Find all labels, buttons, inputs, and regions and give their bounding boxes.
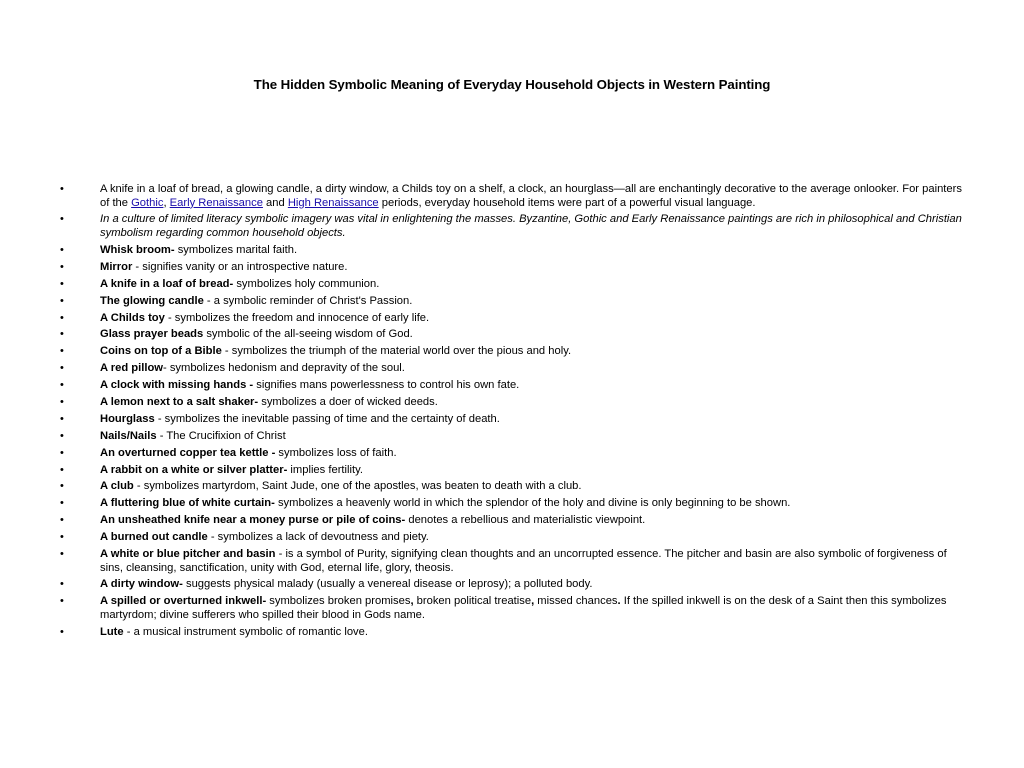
item-description: - The Crucifixion of Christ — [156, 429, 286, 442]
intro-text-start: A knife in a loaf of bread, a glowing candle, a dirty window, a Childs toy on a shelf, a clock, an hourglass—all are enchantingly decorative to the average onlooker. For painters of the — [100, 183, 962, 209]
list-item — [60, 464, 968, 478]
item-term: A knife in a loaf of bread- — [100, 277, 234, 290]
item-punctuation: , — [531, 595, 535, 608]
item-text — [100, 312, 429, 324]
item-description: - symbolizes the freedom and innocence of early life. — [164, 311, 430, 324]
item-description: implies fertility. — [287, 463, 363, 476]
page-title: The Hidden Symbolic Meaning of Everyday Household Objects in Western Painting — [253, 77, 771, 92]
list-item — [60, 362, 968, 376]
bullet-icon: • — [60, 183, 64, 195]
link-gothic[interactable]: Gothic — [131, 196, 164, 209]
item-term: Hourglass — [100, 412, 155, 425]
list-item-inkwell — [60, 595, 968, 622]
item-text — [100, 531, 429, 543]
item-text — [100, 379, 519, 391]
item-punctuation: . — [617, 595, 621, 608]
item-punctuation: , — [410, 595, 414, 608]
intro-separator: and — [262, 196, 288, 209]
item-term: Nails/Nails — [100, 429, 157, 442]
list-item — [60, 514, 968, 528]
item-description: - symbolizes hedonism and depravity of the soul. — [162, 362, 405, 375]
item-text — [100, 328, 413, 340]
item-description: denotes a rebellious and materialistic viewpoint. — [405, 514, 646, 527]
bullet-icon: • — [60, 345, 64, 358]
item-term: The glowing candle — [100, 294, 204, 307]
list-item — [60, 278, 968, 292]
list-item — [60, 447, 968, 461]
bullet-icon: • — [60, 497, 64, 510]
list-item — [60, 430, 968, 444]
intro-text — [100, 183, 962, 209]
item-text — [100, 244, 297, 256]
list-item — [60, 379, 968, 393]
item-description: - a symbolic reminder of Christ's Passion. — [203, 294, 413, 307]
item-term: A fluttering blue of white curtain- — [100, 497, 275, 510]
list-item — [60, 295, 968, 309]
bullet-icon: • — [60, 625, 64, 638]
bullet-icon: • — [60, 548, 64, 560]
bullet-icon: • — [60, 243, 64, 256]
list-item — [60, 480, 968, 494]
item-description: broken political treatise — [413, 595, 532, 608]
bullet-icon: • — [60, 463, 64, 476]
item-text — [100, 295, 412, 307]
list-item-note — [60, 213, 968, 240]
bullet-icon: • — [60, 480, 64, 493]
item-text — [100, 497, 790, 509]
item-text — [100, 595, 946, 621]
link-early-renaissance[interactable]: Early Renaissance — [169, 196, 263, 209]
bullet-icon: • — [60, 395, 64, 408]
item-description: - a musical instrument symbolic of romantic love. — [123, 625, 368, 638]
item-text — [100, 480, 582, 492]
list-item — [60, 531, 968, 545]
item-text — [100, 447, 397, 459]
item-description: - signifies vanity or an introspective nature. — [132, 260, 348, 273]
list-item — [60, 548, 968, 575]
item-text — [100, 548, 947, 574]
bullet-icon: • — [60, 294, 64, 307]
item-description: symbolizes marital faith. — [174, 243, 298, 256]
item-text — [100, 430, 286, 442]
list-item — [60, 396, 968, 410]
item-term: Glass prayer beads — [100, 328, 204, 341]
bullet-icon: • — [60, 514, 64, 527]
item-term: Lute — [100, 625, 124, 638]
item-term: An overturned copper tea kettle - — [100, 446, 276, 459]
item-description: symbolizes broken promises — [266, 595, 411, 608]
item-text — [100, 278, 379, 290]
bullet-icon: • — [60, 429, 64, 442]
item-term: A Childs toy — [100, 311, 165, 324]
item-description: - is a symbol of Purity, signifying clean thoughts and an uncorrupted essence. The pitcher and basin are also symbolic of forgiveness of sins, cleansing, sanctification, unity with God, eternal life, glory, theosis. — [100, 548, 947, 574]
item-description: signifies mans powerlessness to control his own fate. — [253, 379, 520, 392]
item-term: A club — [100, 480, 134, 493]
item-description: - symbolizes martyrdom, Saint Jude, one of the apostles, was beaten to death with a club. — [133, 480, 582, 493]
item-description: suggests physical malady (usually a venereal disease or leprosy); a polluted body. — [182, 578, 593, 591]
item-term: Coins on top of a Bible — [100, 345, 222, 358]
list-item — [60, 413, 968, 427]
bullet-icon: • — [60, 595, 64, 608]
list-item — [60, 578, 968, 592]
bullet-icon: • — [60, 412, 64, 425]
item-text — [100, 578, 592, 590]
item-description: symbolic of the all-seeing wisdom of God. — [203, 328, 413, 341]
item-term: A white or blue pitcher and basin — [100, 548, 276, 560]
bullet-icon: • — [60, 213, 64, 226]
item-text — [100, 345, 571, 357]
list-item — [60, 497, 968, 511]
item-term: A lemon next to a salt shaker- — [100, 395, 259, 408]
bullet-icon: • — [60, 578, 64, 591]
item-description: If the spilled inkwell is on the desk of a Saint then this symbolizes martyrdom; divine sufferers who spilled their blood in Gods name. — [100, 595, 947, 621]
bullet-icon: • — [60, 277, 64, 290]
item-term: A rabbit on a white or silver platter- — [100, 463, 288, 476]
item-term: An unsheathed knife near a money purse or pile of coins- — [100, 514, 406, 527]
item-term: Mirror — [100, 260, 133, 273]
list-item — [60, 345, 968, 359]
list-item — [60, 261, 968, 275]
item-description: symbolizes loss of faith. — [275, 446, 397, 459]
bullet-icon: • — [60, 446, 64, 459]
item-term: A spilled or overturned inkwell- — [100, 595, 267, 608]
item-description: missed chances — [534, 595, 618, 608]
link-high-renaissance[interactable]: High Renaissance — [287, 196, 379, 209]
list-item-intro — [60, 183, 968, 210]
item-description: - symbolizes a lack of devoutness and piety. — [207, 531, 429, 544]
list-item — [60, 244, 968, 258]
item-description: - symbolizes the triumph of the material world over the pious and holy. — [221, 345, 572, 358]
item-text — [100, 396, 438, 408]
bullet-icon: • — [60, 328, 64, 341]
list-item — [60, 312, 968, 326]
item-description: symbolizes holy communion. — [233, 277, 380, 290]
item-term: A clock with missing hands - — [100, 379, 254, 392]
bullet-icon: • — [60, 311, 64, 324]
item-text — [100, 362, 405, 374]
item-text — [100, 261, 347, 273]
bullet-icon: • — [60, 379, 64, 392]
bullet-icon: • — [60, 531, 64, 544]
item-term: Whisk broom- — [100, 243, 175, 256]
list-item-lute — [60, 626, 968, 640]
item-text — [100, 626, 368, 638]
intro-text-end: periods, everyday household items were part of a powerful visual language. — [378, 196, 756, 209]
bullet-list — [60, 183, 968, 643]
list-item — [60, 328, 968, 342]
item-description: symbolizes a heavenly world in which the splendor of the holy and divine is only beginning to be shown. — [274, 497, 791, 510]
item-term: A red pillow — [100, 362, 163, 375]
intro-separator: , — [163, 196, 170, 209]
bullet-icon: • — [60, 362, 64, 375]
italic-note: In a culture of limited literacy symbolic imagery was vital in enlightening the masses. Byzantine, Gothic and Early Renaissance paintings are rich in philosophical and Christian symbolism regarding common household objects. — [100, 213, 962, 240]
item-text — [100, 413, 500, 425]
bullet-icon: • — [60, 260, 64, 273]
item-text — [100, 514, 645, 526]
item-text — [100, 464, 363, 476]
item-description: - symbolizes the inevitable passing of time and the certainty of death. — [154, 412, 500, 425]
item-term: A burned out candle — [100, 531, 208, 544]
item-term: A dirty window- — [100, 578, 183, 591]
item-description: symbolizes a doer of wicked deeds. — [258, 395, 438, 408]
